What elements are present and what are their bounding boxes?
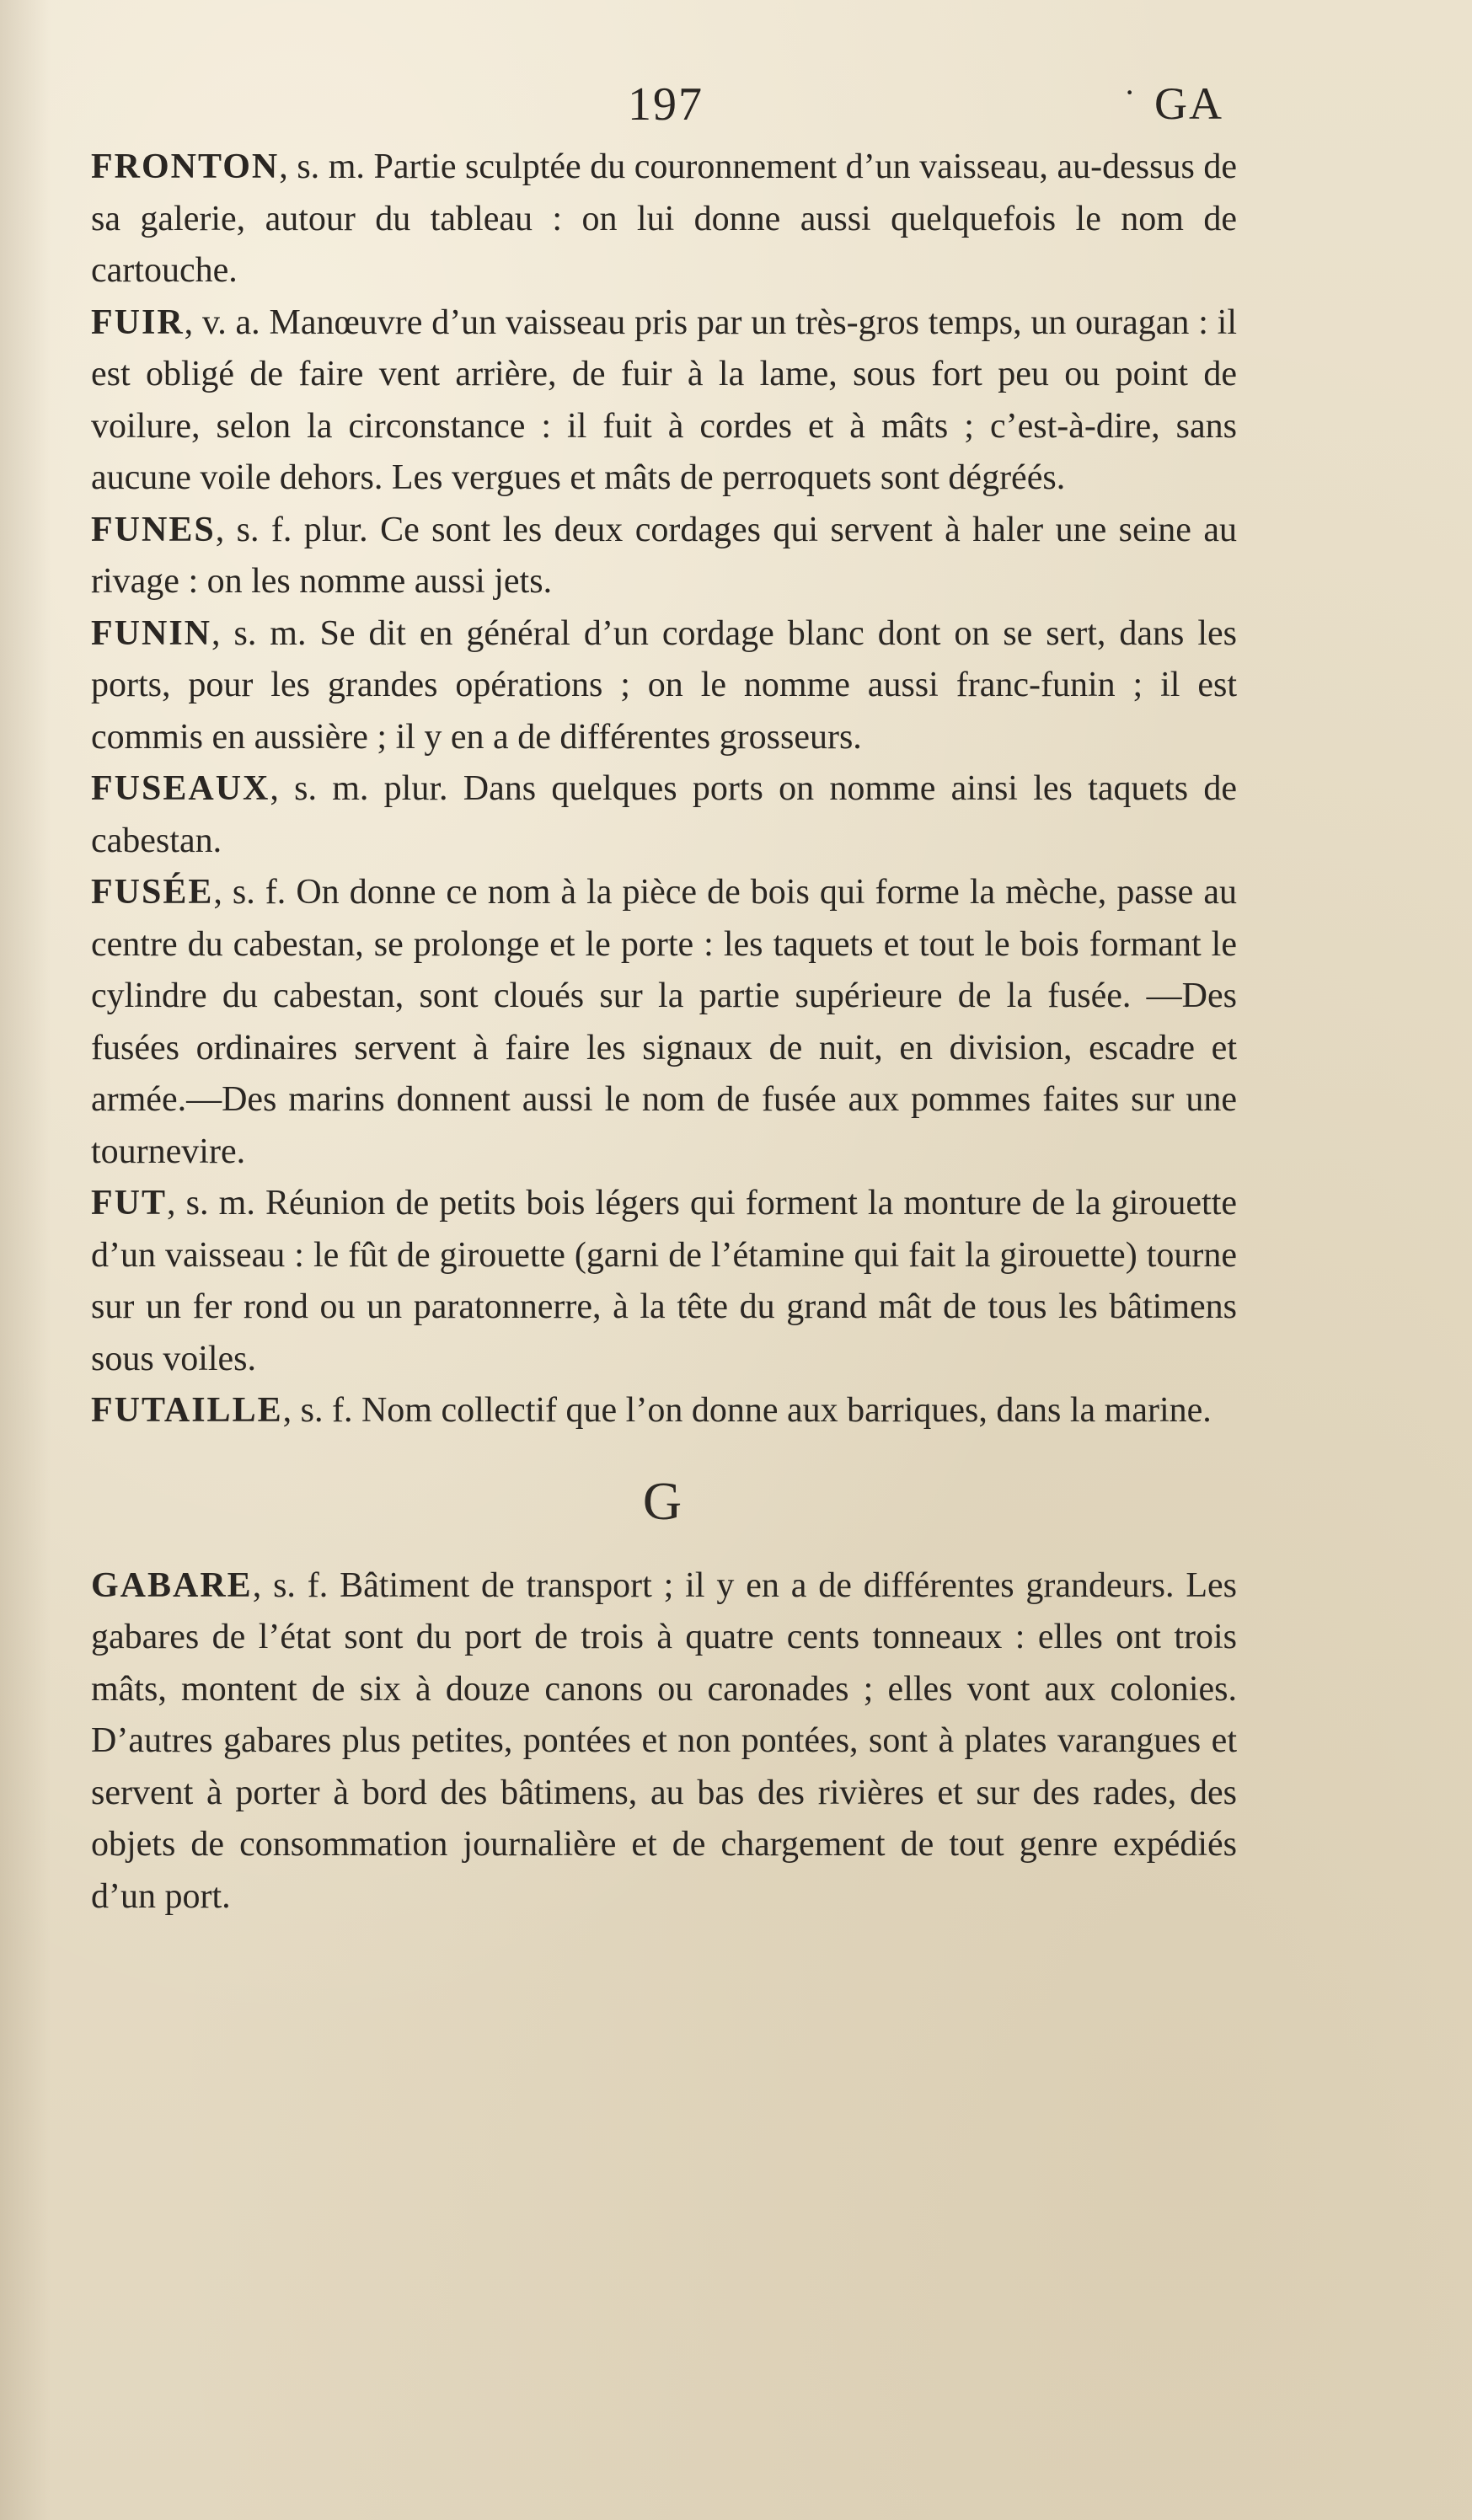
- entry-funes: FUNES, s. f. plur. Ce sont les deux cordages qui servent à haler une seine au rivage : on les nomme aussi jets.: [91, 510, 1238, 601]
- entry-definition: Ce sont les deux cordages qui servent à haler une seine au rivage : on les nomme aussi jets.: [91, 510, 1238, 601]
- entry-grammar: s. f. plur.: [236, 510, 368, 549]
- entry-definition: Bâtiment de transport ; il y en a de différentes grandeurs. Les gabares de l’état sont du port de trois à quatre cents tonneaux : elles ont trois mâts, montent de six à douze canons ou caronades ; elles vont aux colonies. D’autres gabares plus petites, pontées et non pontées, sont à plates varangues et servent à porter à bord des bâtimens, au bas des rivières et sur des rades, des objets de consommation journalière et de chargement de tout genre expédiés d’un port.: [91, 1565, 1238, 1916]
- entry-term: FUSEAUX: [91, 769, 270, 808]
- entry-fuseaux: FUSEAUX, s. m. plur. Dans quelques ports on nomme ainsi les taquets de cabestan.: [91, 769, 1238, 860]
- entry-definition: On donne ce nom à la pièce de bois qui forme la mèche, passe au centre du cabestan, se prolonge et le porte : les taquets et tout le bois formant le cylindre du cabestan, sont cloués sur la partie supérieure de la fusée. —Des fusées ordinaires servent à faire les signaux de nuit, en division, escadre et armée.—Des marins donnent aussi le nom de fusée aux pommes faites sur une tournevire.: [91, 873, 1237, 1171]
- entry-term: FRONTON: [91, 147, 280, 186]
- entry-term: FUNES: [91, 510, 216, 549]
- entry-definition: Dans quelques ports on nomme ainsi les taquets de cabestan.: [91, 769, 1238, 860]
- page-number: 197: [628, 78, 704, 131]
- entry-grammar: s. f.: [232, 873, 286, 912]
- entry-futaille: FUTAILLE, s. f. Nom collectif que l’on donne aux barriques, dans la marine.: [91, 1391, 1212, 1430]
- entry-grammar: s. m.: [233, 613, 307, 653]
- section-letter-heading: G: [642, 1470, 686, 1531]
- entry-fusee: FUSÉE, s. f. On donne ce nom à la pièce de bois qui forme la mèche, passe au centre du cabestan, se prolonge et le porte : les taquets et tout le bois formant le cylindre du cabestan, sont cloués sur la partie supérieure de la fusée. —Des fusées ordinaires servent à faire les signaux de nuit, en division, escadre et armée.—Des marins donnent aussi le nom de fusée aux pommes faites sur une tournevire.: [91, 873, 1237, 1171]
- entry-definition: Manœuvre d’un vaisseau pris par un très-gros temps, un ouragan : il est obligé de faire vent arrière, de fuir à la lame, sous fort peu ou point de voilure, selon la circonstance : il fuit à cordes et à mâts ; c’est-à-dire, sans aucune voile dehors. Les vergues et mâts de perroquets sont dégréés.: [91, 302, 1238, 497]
- entry-definition: Se dit en général d’un cordage blanc dont on se sert, dans les ports, pour les grandes opérations ; on le nomme aussi franc-funin ; il est commis en aussière ; il y en a de différentes grosseurs.: [91, 613, 1238, 757]
- entry-term: FUIR: [91, 302, 185, 342]
- entry-grammar: v. a.: [201, 302, 260, 342]
- page-gutter-shadow: [0, 0, 51, 2520]
- entry-definition: Réunion de petits bois légers qui forment la monture de la girouette d’un vaisseau : le fût de girouette (garni de l’étamine qui fait la girouette) tourne sur un fer rond ou un paratonnerre, à la tête du grand mât de tous les bâtimens sous voiles.: [91, 1184, 1238, 1378]
- entry-grammar: s. m. plur.: [294, 769, 448, 808]
- entry-grammar: s. m.: [185, 1184, 255, 1223]
- running-head: · GA: [1154, 78, 1223, 130]
- entry-grammar: s. f.: [273, 1565, 329, 1605]
- page-header: [0, 78, 1472, 145]
- entry-term: FUT: [91, 1184, 167, 1223]
- entry-term: GABARE: [91, 1565, 253, 1605]
- entry-term: FUNIN: [91, 613, 211, 653]
- entry-term: FUSÉE: [91, 873, 214, 912]
- body-text: [91, 142, 1237, 1923]
- entry-gabare: GABARE, s. f. Bâtiment de transport ; il y en a de différentes grandeurs. Les gabares de l’état sont du port de trois à quatre cents tonneaux : elles ont trois mâts, montent de six à douze canons ou caronades ; elles vont aux colonies. D’autres gabares plus petites, pontées et non pontées, sont à plates varangues et servent à porter à bord des bâtimens, au bas des rivières et sur des rades, des objets de consommation journalière et de chargement de tout genre expédiés d’un port.: [91, 1565, 1238, 1916]
- entry-fut: FUT, s. m. Réunion de petits bois légers qui forment la monture de la girouette d’un vaisseau : le fût de girouette (garni de l’étamine qui fait la girouette) tourne sur un fer rond ou un paratonnerre, à la tête du grand mât de tous les bâtimens sous voiles.: [91, 1184, 1238, 1378]
- entry-definition: Partie sculptée du couronnement d’un vaisseau, au-dessus de sa galerie, autour du tableau : on lui donne aussi quelquefois le nom de cartouche.: [91, 147, 1238, 290]
- entry-grammar: s. f.: [300, 1391, 353, 1430]
- entry-definition: Nom collectif que l’on donne aux barriques, dans la marine.: [361, 1391, 1212, 1430]
- entry-funin: FUNIN, s. m. Se dit en général d’un cordage blanc dont on se sert, dans les ports, pour les grandes opérations ; on le nomme aussi franc-funin ; il est commis en aussière ; il y en a de différentes grosseurs.: [91, 613, 1238, 757]
- entry-grammar: s. m.: [297, 147, 365, 186]
- entry-fronton: FRONTON, s. m. Partie sculptée du couronnement d’un vaisseau, au-dessus de sa galerie, autour du tableau : on lui donne aussi quelquefois le nom de cartouche.: [91, 147, 1238, 290]
- entry-fuir: FUIR, v. a. Manœuvre d’un vaisseau pris par un très-gros temps, un ouragan : il est obligé de faire vent arrière, de fuir à la lame, sous fort peu ou point de voilure, selon la circonstance : il fuit à cordes et à mâts ; c’est-à-dire, sans aucune voile dehors. Les vergues et mâts de perroquets sont dégréés.: [91, 302, 1238, 497]
- entry-term: FUTAILLE: [91, 1391, 283, 1430]
